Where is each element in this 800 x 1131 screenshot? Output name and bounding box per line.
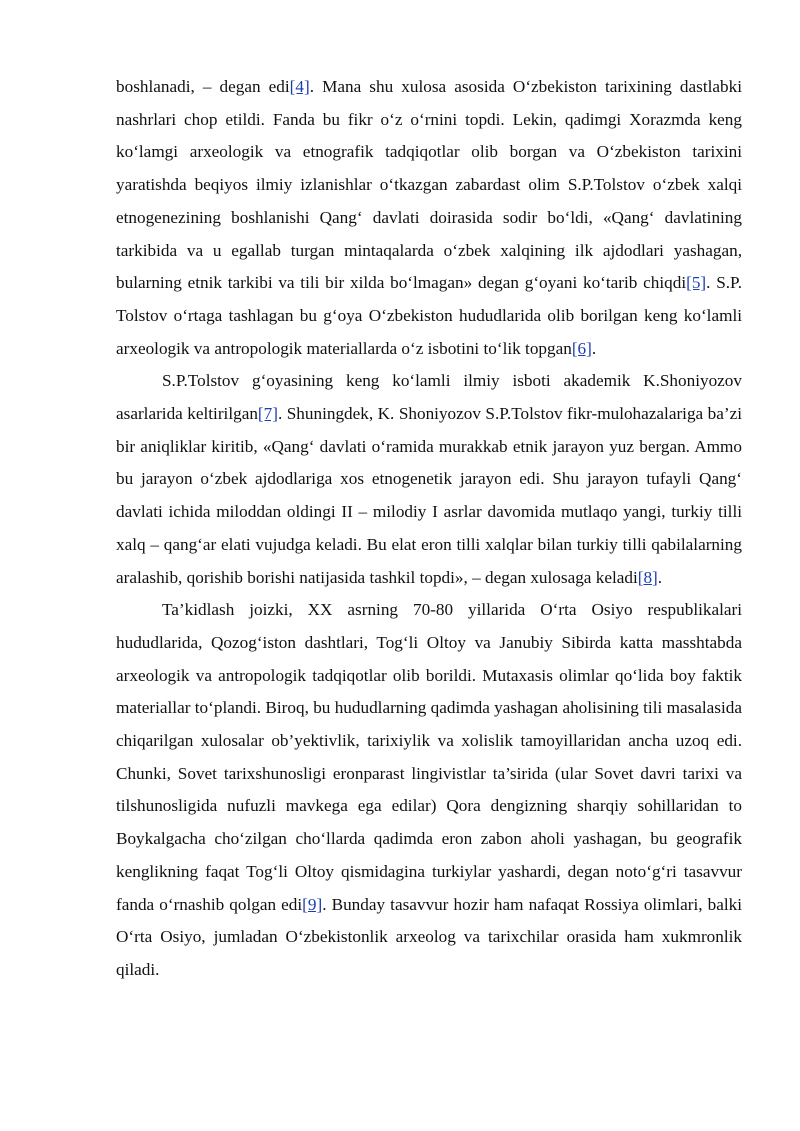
paragraph-3 [116, 594, 742, 986]
footnote-link-4[interactable]: [4] [289, 77, 310, 96]
text-segment: . S.P. Tolstov o‘rtaga tashlagan bu g‘oya O‘zbekiston hududlarida olib borilgan keng ko‘lamli arxeologik va antropologik materiallarda o‘z isbotini to‘lik topgan [116, 273, 743, 358]
document-page [116, 71, 742, 987]
text-segment: S.P.Tolstov g‘oyasining keng ko‘lamli ilmiy isboti akademik K.Shoniyozov asarlarida keltirilgan [116, 371, 742, 424]
footnote-link-8[interactable]: [8] [637, 567, 658, 587]
text-segment: . [591, 338, 597, 358]
text-segment: . [657, 567, 663, 587]
footnote-link-7[interactable]: [7] [257, 404, 278, 424]
text-segment: boshlanadi, – degan edi [116, 77, 290, 96]
text-segment: . Mana shu xulosa asosida O‘zbekiston tarixining dastlabki nashrlari chop etildi. Fanda bu fikr o‘z o‘rnini topdi. Lekin, qadimgi Xorazmda keng ko‘lamgi arxeologik va etnografik tadqiqotlar olib borgan va O‘zbekiston tarixini yaratishda beqiyos ilmiy izlanishlar o‘tkazgan zabardast olim S.P.Tolstov o‘zbek xalqi etnogenezining boshlanishi Qang‘ davlati doirasida sodir bo‘ldi, «Qang‘ davlatining tarkibida va u egallab turgan mintaqalarda o‘zbek xalqining ilk ajdodlari yashagan, bularning etnik tarkibi va tili bir xilda bo‘lmagan» degan g‘oyani ko‘tarib chiqdi [116, 77, 742, 293]
paragraph-2 [116, 365, 742, 594]
text-segment: . Shuningdek, K. Shoniyozov S.P.Tolstov fikr-mulohazalariga ba’zi bir aniqliklar kiritib, «Qang‘ davlati o‘ramida murakkab etnik jarayon yuz bergan. Ammo bu jarayon o‘zbek ajdodlariga xos etnogenetik jarayon edi. Shu jarayon tufayli Qang‘ davlati ichida miloddan oldingi II – milodiy I asrlar davomida mutlaqo yangi, turkiy tilli xalq – qang‘ar elati vujudga keladi. Bu elat eron tilli xalqlar bilan turkiy tilli qabilalarning aralashib, qorishib borishi natijasida tashkil topdi», – degan xulosaga keladi [116, 404, 742, 587]
text-segment: . Bunday tasavvur hozir ham nafaqat Rossiya olimlari, balki O‘rta Osiyo, jumladan O‘zbekistonlik arxeolog va tarixchilar orasida ham xukmronlik qiladi. [116, 894, 742, 979]
paragraph-1 [116, 71, 742, 365]
footnote-link-5[interactable]: [5] [686, 273, 707, 293]
footnote-link-6[interactable]: [6] [571, 338, 592, 358]
text-segment: Ta’kidlash joizki, XX asrning 70-80 yillarida O‘rta Osiyo respublikalari hududlarida, Qozog‘iston dashtlari, Tog‘li Oltoy va Janubiy Sibirda katta masshtabda arxeologik va antropologik tadqiqotlar olib borildi. Mutaxasis olimlar qo‘lida boy faktik materiallar to‘plandi. Biroq, bu hududlarning qadimda yashagan aholisining tili masalasida chiqarilgan xulosalar ob’yektivlik, tarixiylik va xolislik tamoyillaridan ancha uzoq edi. Chunki, Sovet tarixshunosligi eronparast lingivistlar ta’sirida (ular Sovet davri tarixi va tilshunosligida nufuzli mavkega ega edilar) Qora dengizning sharqiy sohillaridan to Boykalgacha cho‘zilgan cho‘llarda qadimda eron zabon aholi yashagan, bu geografik kenglikning faqat Tog‘li Oltoy qismidagina turkiylar yashardi, degan noto‘g‘ri tasavvur fanda o‘rnashib qolgan edi [116, 600, 742, 914]
footnote-link-9[interactable]: [9] [302, 894, 323, 914]
